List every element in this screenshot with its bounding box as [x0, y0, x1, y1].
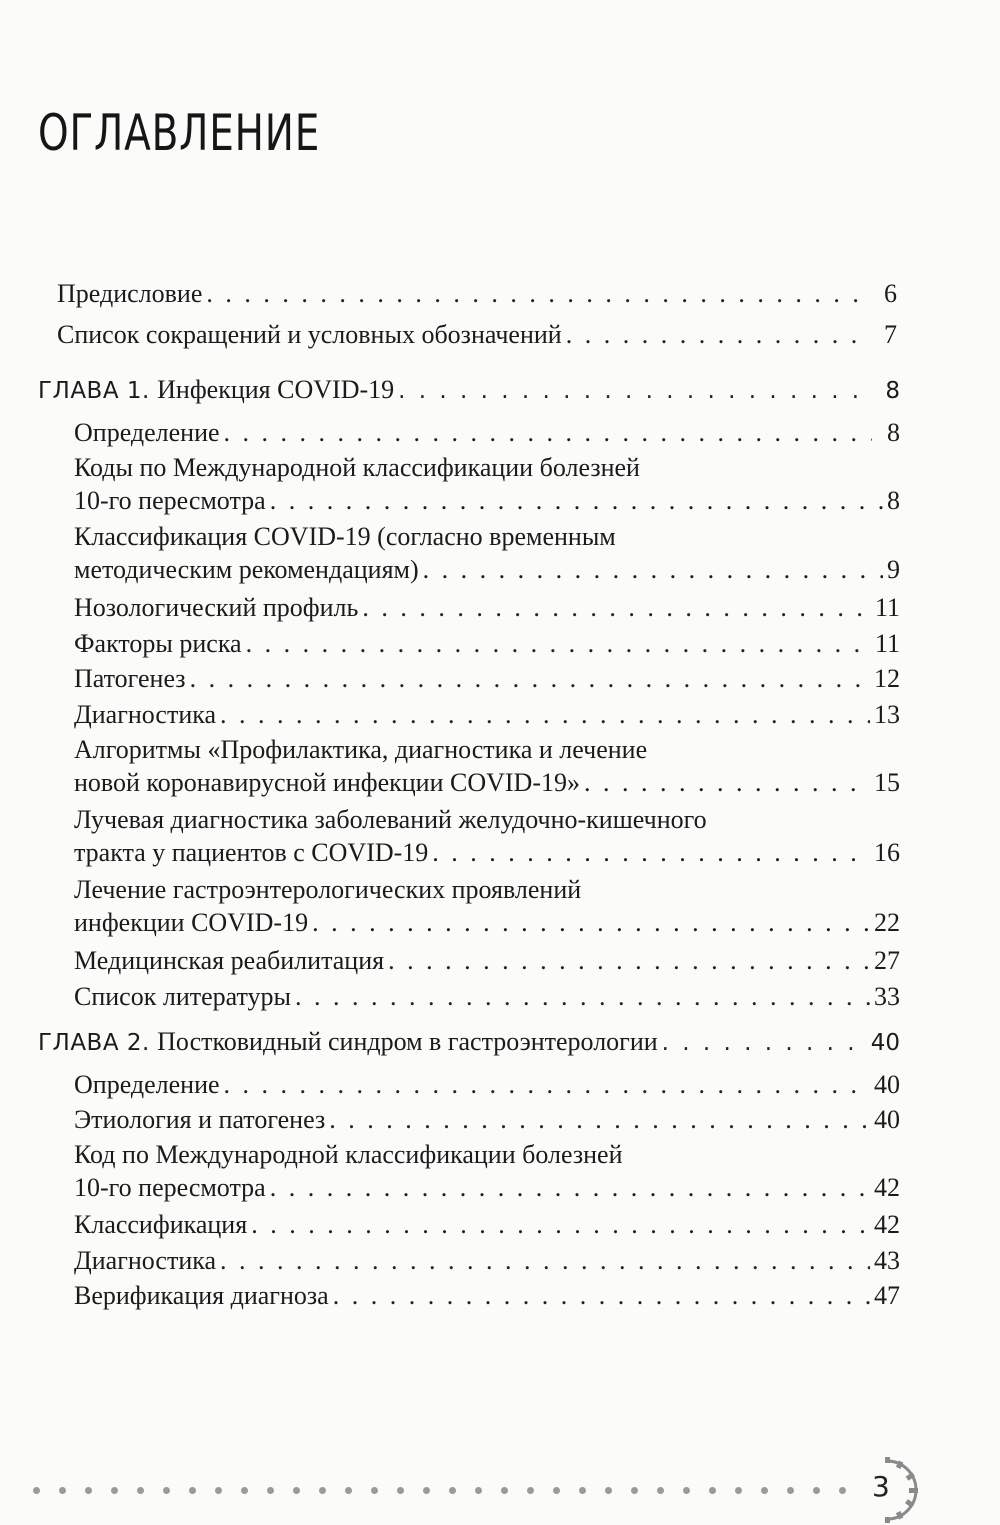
leader-dots [333, 1279, 870, 1312]
chapter-label: ГЛАВА 1. [38, 378, 150, 404]
toc-page-number: 16 [874, 838, 900, 867]
toc-entry-text-line1: Лучевая диагностика заболеваний желудочно-кишечного [74, 805, 707, 834]
toc-entry[interactable] [74, 1068, 900, 1101]
toc-entry-text-line1: Коды по Международной классификации болезней [74, 453, 640, 482]
toc-page-number: 40 [870, 1030, 900, 1056]
toc-entry-text-line2: методическим рекомендациям) [74, 555, 419, 584]
leader-dots [224, 1068, 870, 1101]
leader-dots [206, 277, 869, 310]
toc-entry[interactable] [74, 591, 900, 624]
page-number: 3 [872, 1470, 890, 1503]
toc-entry-text-line2: тракта у пациентов с COVID-19 [74, 838, 429, 867]
leader-dots [270, 1171, 870, 1204]
toc-entry-text: Факторы риска [74, 629, 242, 658]
chapter-label: ГЛАВА 2. [38, 1030, 150, 1056]
toc-page-number: 6 [884, 279, 897, 308]
leader-dots [584, 766, 870, 799]
toc-entry[interactable] [74, 944, 900, 977]
toc-entry[interactable] [74, 1103, 900, 1136]
toc-entry-text: Классификация [74, 1210, 248, 1239]
leader-dots [362, 591, 871, 624]
toc-page-number: 8 [887, 418, 900, 447]
leader-dots [251, 1208, 870, 1241]
leader-dots [312, 906, 870, 939]
toc-page-number: 27 [874, 946, 900, 975]
toc-entry[interactable] [74, 1208, 900, 1241]
toc-page-number: 40 [874, 1105, 900, 1134]
chapter-title: Инфекция COVID-19 [157, 375, 395, 404]
leader-dots [388, 944, 870, 977]
toc-entry[interactable] [74, 1279, 900, 1312]
toc-page-number: 12 [874, 664, 900, 693]
toc-page-number: 42 [874, 1173, 900, 1202]
toc-chapter-1[interactable] [38, 373, 900, 408]
toc-page-number: 43 [874, 1246, 900, 1275]
toc-entry-text: Этиология и патогенез [74, 1105, 326, 1134]
toc-entry-text: Диагностика [74, 700, 217, 729]
toc-entry-text-line2: новой коронавирусной инфекции COVID-19» [74, 768, 580, 797]
toc-chapter-2[interactable] [38, 1025, 900, 1060]
toc-page-number: 11 [874, 593, 900, 622]
leader-dots [220, 1244, 870, 1277]
toc-entry[interactable] [74, 662, 900, 695]
toc-entry-text: Предисловие [57, 279, 203, 308]
toc-page-number: 8 [887, 486, 900, 515]
footer-dot-rule [33, 1487, 846, 1497]
toc-entry-text-line1: Классификация COVID-19 (согласно временным [74, 522, 616, 551]
leader-dots [224, 416, 872, 449]
toc-entry[interactable] [74, 803, 900, 869]
leader-dots [246, 627, 871, 660]
toc-entry-text: Определение [74, 1070, 220, 1099]
toc-page-number: 15 [874, 768, 900, 797]
toc-entry-text-line1: Лечение гастроэнтерологических проявлений [74, 875, 582, 904]
toc-entry-text: Список литературы [74, 982, 291, 1011]
toc-entry-text: Определение [74, 418, 220, 447]
toc-entry-text-line1: Алгоритмы «Профилактика, диагностика и лечение [74, 735, 648, 764]
toc-page-number: 13 [874, 700, 900, 729]
toc-entry-abbreviations[interactable] [57, 318, 897, 351]
toc-entry-text: Диагностика [74, 1246, 217, 1275]
leader-dots [398, 375, 872, 408]
toc-entry-text-line2: 10-го пересмотра [74, 1173, 266, 1202]
toc-entry[interactable] [74, 980, 900, 1013]
toc-entry-text: Верификация диагноза [74, 1281, 329, 1310]
toc-entry-text: Медицинская реабилитация [74, 946, 385, 975]
toc-page-number: 8 [885, 378, 900, 404]
leader-dots [295, 980, 870, 1013]
toc-page-number: 11 [874, 629, 900, 658]
toc-page-number: 7 [884, 320, 897, 349]
toc-page-number: 42 [874, 1210, 900, 1239]
toc-entry-text-line1: Код по Международной классификации болезней [74, 1140, 623, 1169]
toc-entry-text: Патогенез [74, 664, 186, 693]
chapter-title: Постковидный синдром в гастроэнтерологии [157, 1027, 658, 1056]
toc-entry[interactable] [74, 1244, 900, 1277]
toc-entry-text-line2: 10-го пересмотра [74, 486, 266, 515]
toc-page-number: 33 [874, 982, 900, 1011]
leader-dots [423, 553, 883, 586]
toc-entry[interactable] [74, 698, 900, 731]
leader-dots [662, 1027, 867, 1060]
toc-entry[interactable] [74, 627, 900, 660]
leader-dots [566, 318, 869, 351]
toc-page-number: 22 [874, 908, 900, 937]
toc-entry[interactable] [74, 416, 900, 449]
toc-entry[interactable] [74, 520, 900, 586]
toc-page-number: 40 [874, 1070, 900, 1099]
toc-entry[interactable] [74, 733, 900, 799]
toc-page-number: 9 [887, 555, 900, 584]
leader-dots [329, 1103, 870, 1136]
leader-dots [190, 662, 870, 695]
toc-entry-preface[interactable] [57, 277, 897, 310]
toc-entry[interactable] [74, 1138, 900, 1204]
leader-dots [220, 698, 870, 731]
leader-dots [432, 836, 870, 869]
leader-dots [270, 484, 883, 517]
toc-entry[interactable] [74, 451, 900, 517]
toc-entry-text-line2: инфекции COVID-19 [74, 908, 309, 937]
toc-entry-text: Нозологический профиль [74, 593, 359, 622]
toc-page-number: 47 [874, 1281, 900, 1310]
toc-entry-text: Список сокращений и условных обозначений [57, 320, 562, 349]
page-title: ОГЛАВЛЕНИЕ [38, 104, 321, 162]
toc-entry[interactable] [74, 873, 900, 939]
